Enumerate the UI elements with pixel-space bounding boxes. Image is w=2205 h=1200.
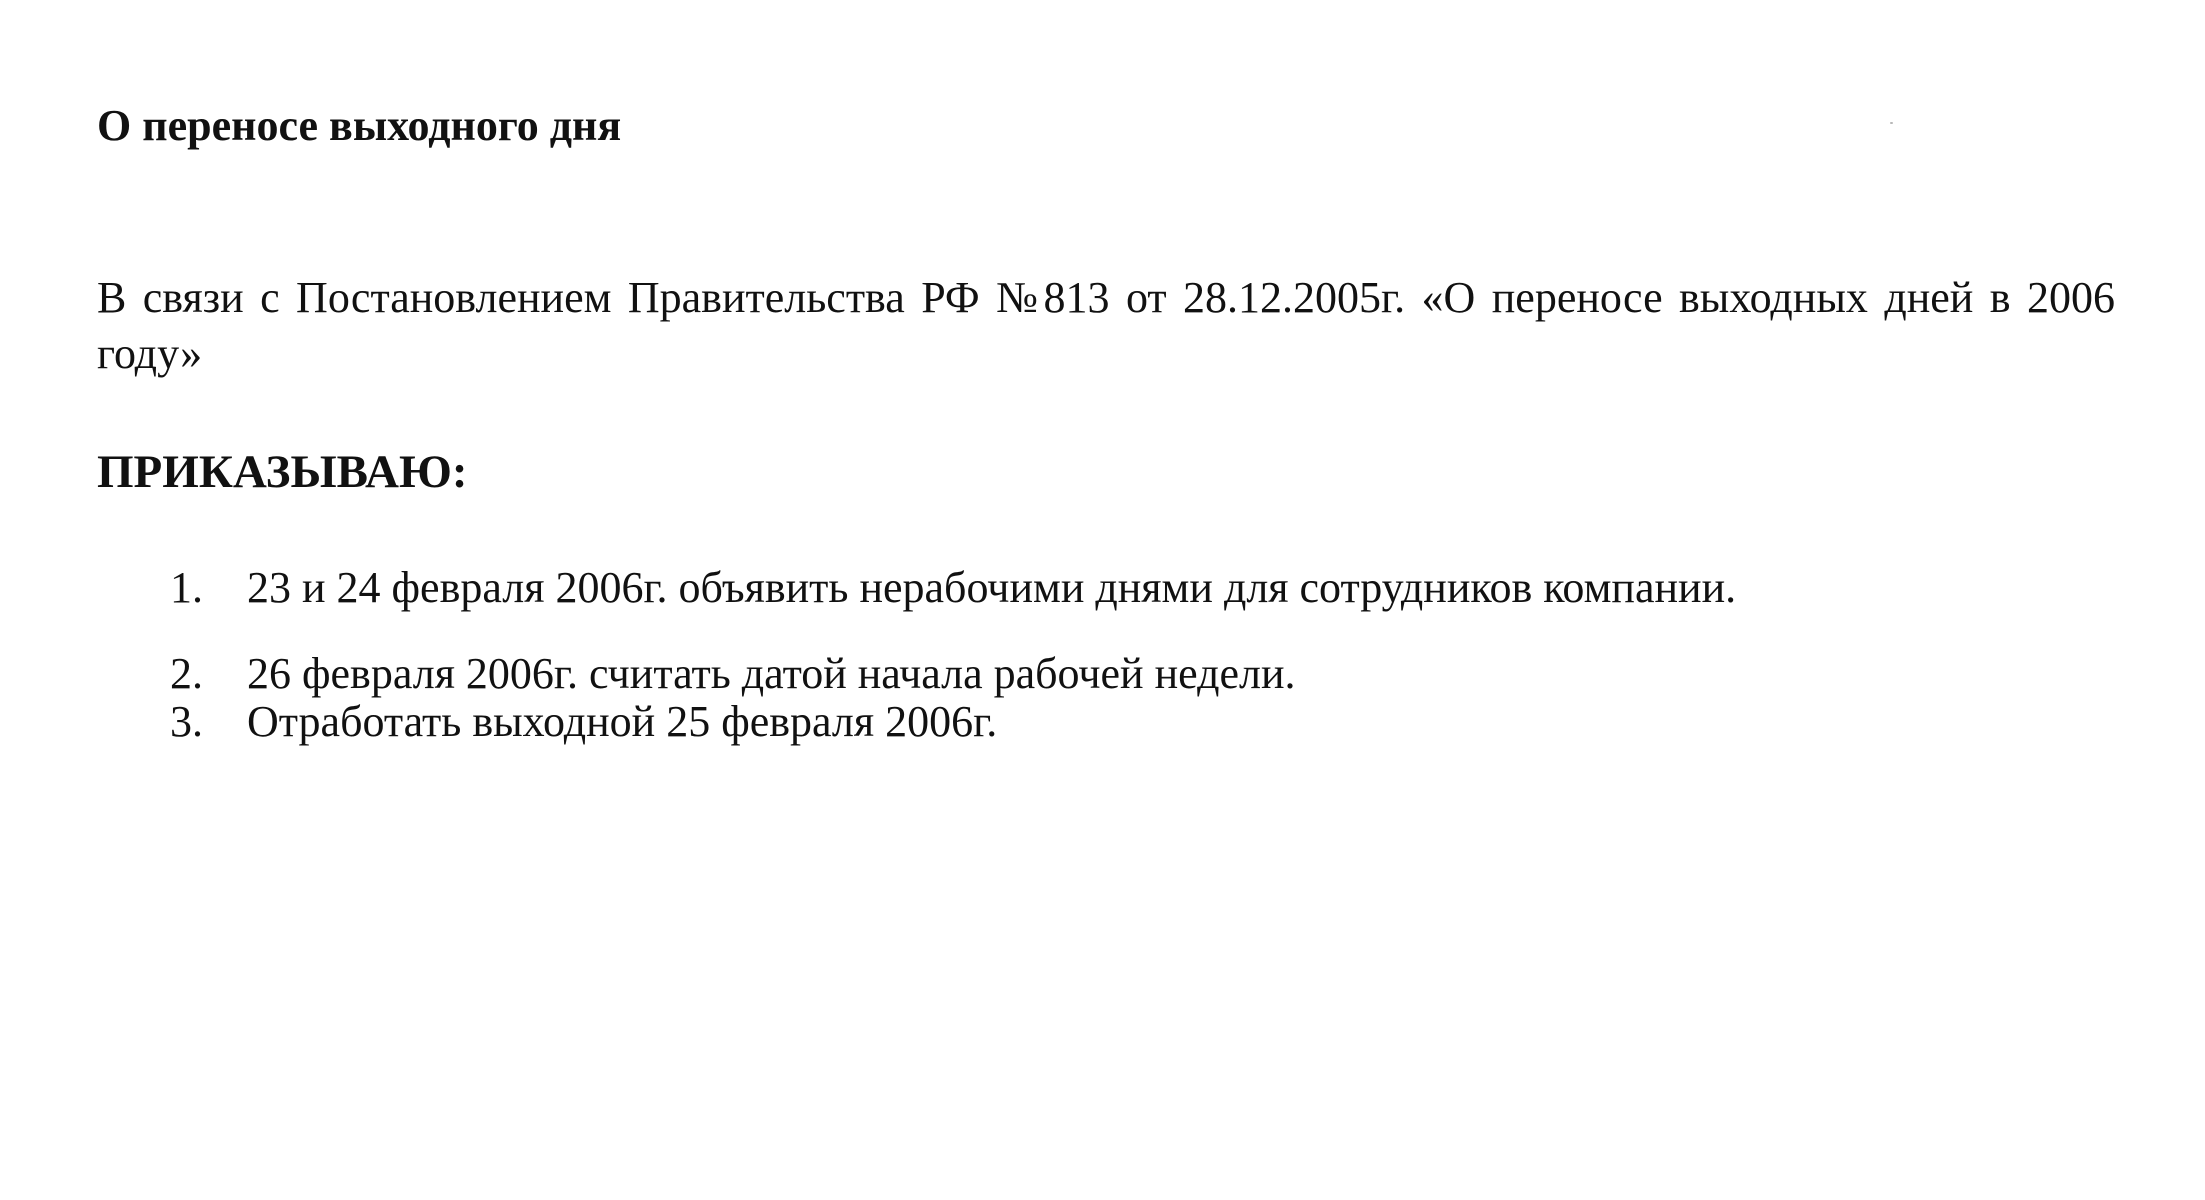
preamble-paragraph: В связи с Постановлением Правительства РФ №813 от 28.12.2005г. «О переносе выходных дней в 2006 году» — [97, 273, 2115, 378]
list-item-text: 23 и 24 февраля 2006г. объявить нерабочими днями для сотрудников компании. — [247, 563, 1737, 612]
list-item — [0, 560, 2205, 646]
document-title: О переносе выходного дня — [97, 101, 622, 150]
scan-speck — [1890, 122, 1893, 124]
order-heading: ПРИКАЗЫВАЮ: — [97, 446, 468, 498]
cropped-text-fragment — [0, 697, 2205, 754]
list-item-number: 1. — [170, 563, 203, 612]
cropped-glyph-tops: 3. Отработать выходной 25 февраля 2006г. — [170, 697, 998, 746]
list-item-number: 2. — [170, 649, 203, 698]
list-item-text: 26 февраля 2006г. считать датой начала рабочей недели. — [247, 649, 1296, 698]
